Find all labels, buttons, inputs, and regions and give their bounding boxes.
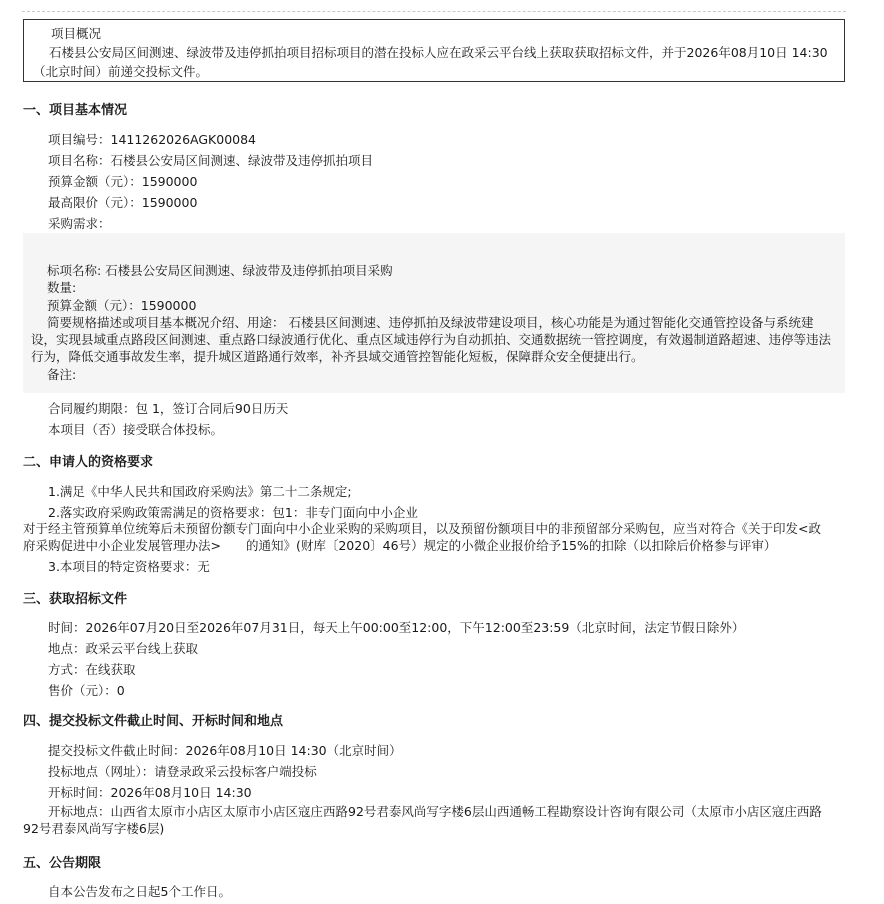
overview-text: 石楼县公安局区间测速、绿波带及违停抓拍项目招标项目的潜在投标人应在政采云平台线上获取获取招标文件，并于2026年08月10日 14:30（北京时间）前递交投标文件。: [33, 45, 828, 79]
opening-time: 开标时间：2026年08月10日 14:30: [48, 785, 252, 800]
document-price: 售价（元）：0: [48, 683, 125, 698]
notice-period-text: 自本公告发布之日起5个工作日。: [48, 884, 231, 899]
lot-remark: 备注:: [47, 366, 77, 382]
lot-name: 标项名称: 石楼县公安局区间测速、绿波带及违停抓拍项目采购: [47, 263, 393, 278]
qualification-item-3: 3.本项目的特定资格要求：无: [48, 559, 210, 574]
max-price: 最高限价（元）：1590000: [48, 195, 198, 210]
section-heading-get-documents: 三、获取招标文件: [23, 592, 128, 607]
document-method: 方式：在线获取: [48, 662, 136, 677]
project-name: 项目名称：石楼县公安局区间测速、绿波带及违停抓拍项目: [48, 153, 374, 168]
lot-quantity: 数量:: [47, 280, 77, 296]
overview-title: 项目概况: [51, 26, 102, 41]
lot-description: 简要规格描述或项目基本概况介绍、用途： 石楼县区间测速、违停抓拍及绿波带建设项目，核心功能是为通过智能化交通管控设备与系统建设，实现县域重点路段区间测速、重点路口绿波通行优化、重点区域违停行为自动抓拍、交通数据统一管控调度，有效遏制道路超速、违停等违法行为，降低交通事故发生率，提升城区道路通行效率，补齐县域交通管控智能化短板，保障群众安全便捷出行。: [31, 314, 832, 365]
document-time: 时间：2026年07月20日至2026年07月31日，每天上午00:00至12:00，下午12:00至23:59（北京时间，法定节假日除外）: [48, 620, 745, 635]
submission-place: 投标地点（网址）：请登录政采云投标客户端投标: [48, 764, 317, 779]
section-heading-deadline: 四、提交投标文件截止时间、开标时间和地点: [23, 714, 284, 729]
submission-deadline: 提交投标文件截止时间：2026年08月10日 14:30（北京时间）: [48, 743, 402, 758]
procurement-demand-label: 采购需求：: [48, 216, 111, 231]
top-divider: [22, 11, 846, 12]
qualification-item-2-detail: 对于经主管预算单位统筹后未预留份额专门面向中小企业采购的采购项目，以及预留份额项目中的非预留部分采购包，应当对符合《关于印发<政府采购促进中小企业发展管理办法> 的通知》(财库〔2020〕46号）规定的小微企业报价给予15%的扣除（以扣除后价格参与评审）: [23, 521, 821, 553]
procurement-demand-box: [23, 233, 845, 393]
opening-place: 开标地点：山西省太原市小店区太原市小店区寇庄西路92号君泰风尚写字楼6层山西通畅工程勘察设计咨询有限公司（太原市小店区寇庄西路92号君泰风尚写字楼6层): [23, 804, 822, 836]
budget-amount: 预算金额（元）：1590000: [48, 174, 198, 189]
section-heading-basic-info: 一、项目基本情况: [23, 103, 128, 118]
section-heading-notice-period: 五、公告期限: [23, 856, 102, 871]
project-number: 项目编号：1411262026AGK00084: [48, 132, 257, 147]
qualification-item-1: 1.满足《中华人民共和国政府采购法》第二十二条规定;: [48, 484, 352, 499]
document-place: 地点：政采云平台线上获取: [48, 641, 199, 656]
lot-budget: 预算金额（元）：1590000: [47, 297, 197, 313]
section-heading-qualification: 二、申请人的资格要求: [23, 455, 154, 470]
consortium-bid: 本项目（否）接受联合体投标。: [48, 422, 224, 437]
overview-box: [23, 19, 845, 82]
contract-period: 合同履约期限：包 1，签订合同后90日历天: [48, 401, 289, 416]
qualification-item-2: 2.落实政府采购政策需满足的资格要求：包1：非专门面向中小企业: [48, 505, 418, 520]
